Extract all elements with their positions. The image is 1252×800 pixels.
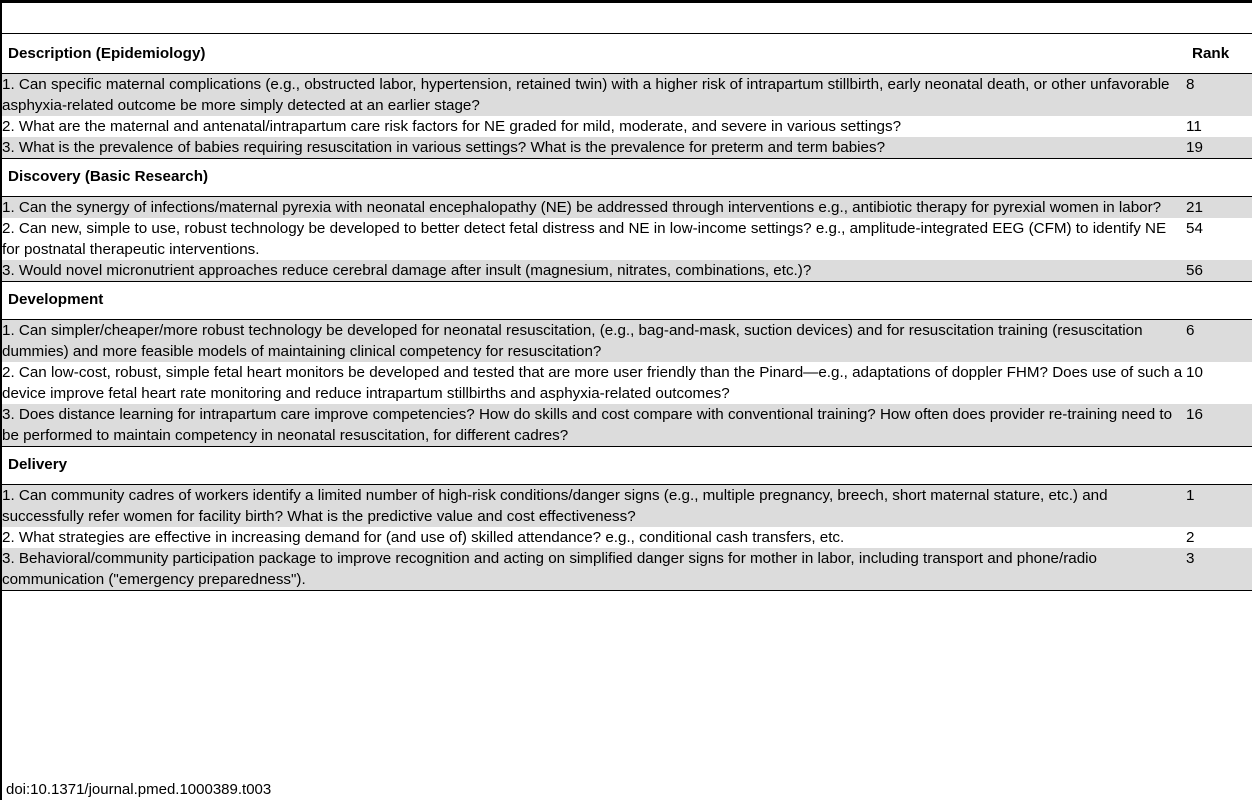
question-cell: 3. Does distance learning for intrapartum care improve competencies? How do skills and cost compare with conventional training? How often does provider re-training need to be performed to maintain competency in neonatal resuscitation, for different cadres?: [2, 404, 1186, 447]
question-cell: 3. Would novel micronutrient approaches reduce cerebral damage after insult (magnesium, nitrates, combinations, etc.)?: [2, 260, 1186, 282]
rank-cell: 6: [1186, 320, 1252, 363]
section-header-row: [2, 282, 1252, 320]
rank-cell: 19: [1186, 137, 1252, 159]
table-row: [2, 527, 1252, 548]
doi-footer[interactable]: doi:10.1371/journal.pmed.1000389.t003: [6, 781, 272, 798]
rank-cell: 10: [1186, 364, 1203, 381]
table-row: [2, 74, 1252, 117]
rank-cell: 16: [1186, 404, 1252, 447]
table-row: [2, 116, 1252, 137]
rank-cell: 8: [1186, 74, 1252, 117]
table-row: [2, 197, 1252, 219]
table-row: [2, 320, 1252, 363]
table-row: [2, 218, 1252, 260]
rank-cell: 3: [1186, 548, 1252, 591]
header-rule: [0, 33, 1252, 34]
rank-column-header: Rank: [1186, 38, 1252, 74]
rank-cell: 2: [1186, 529, 1195, 546]
rank-cell: 54: [1186, 220, 1203, 237]
section-header-row: [2, 38, 1252, 74]
question-cell: 1. Can simpler/cheaper/more robust technology be developed for neonatal resuscitation, (e.g., bag-and-mask, suction devices) and for resuscitation training (resuscitation dummies) and more feasible models of maintaining clinical competency for resuscitation?: [2, 320, 1186, 363]
section-title: Description (Epidemiology): [2, 38, 1186, 74]
question-cell: 1. Can the synergy of infections/maternal pyrexia with neonatal encephalopathy (NE) be addressed through interventions e.g., antibiotic therapy for pyrexial women in labor?: [2, 197, 1186, 219]
question-cell: 3. Behavioral/community participation package to improve recognition and acting on simplified danger signs for mother in labor, including transport and phone/radio communication ("emergency preparedness").: [2, 548, 1186, 591]
rank-cell: 56: [1186, 260, 1252, 282]
rank-cell: 1: [1186, 485, 1252, 528]
question-cell: 2. Can new, simple to use, robust technology be developed to better detect fetal distress and NE in low-income settings? e.g., amplitude-integrated EEG (CFM) to identify NE for postnatal therapeutic interventions.: [2, 220, 1167, 258]
table-row: [2, 404, 1252, 447]
question-cell: 3. What is the prevalence of babies requiring resuscitation in various settings? What is the prevalence for preterm and term babies?: [2, 137, 1186, 159]
table-row: [2, 362, 1252, 404]
section-title: Delivery: [2, 447, 1186, 485]
question-cell: 2. What are the maternal and antenatal/intrapartum care risk factors for NE graded for mild, moderate, and severe in various settings?: [2, 118, 902, 135]
question-cell: 2. What strategies are effective in increasing demand for (and use of) skilled attendance? e.g., conditional cash transfers, etc.: [2, 529, 845, 546]
table-row: [2, 548, 1252, 591]
section-header-row: [2, 447, 1252, 485]
section-title: Discovery (Basic Research): [2, 159, 1186, 197]
rank-cell: 21: [1186, 197, 1252, 219]
section-header-row: [2, 159, 1252, 197]
section-title: Development: [2, 282, 1186, 320]
table-row: [2, 485, 1252, 528]
research-priorities-table: [2, 38, 1252, 591]
table-row: [2, 137, 1252, 159]
question-cell: 1. Can specific maternal complications (e.g., obstructed labor, hypertension, retained twin) with a higher risk of intrapartum stillbirth, early neonatal death, or other unfavorable asphyxia-related outcome be more simply detected at an earlier stage?: [2, 74, 1186, 117]
top-rule: [0, 0, 1252, 3]
question-cell: 1. Can community cadres of workers identify a limited number of high-risk conditions/danger signs (e.g., multiple pregnancy, breech, short maternal stature, etc.) and successfully refer women for facility birth? What is the predictive value and cost effectiveness?: [2, 485, 1186, 528]
table-row: [2, 260, 1252, 282]
rank-cell: 11: [1186, 118, 1202, 135]
question-cell: 2. Can low-cost, robust, simple fetal heart monitors be developed and tested that are more user friendly than the Pinard—e.g., adaptations of doppler FHM? Does use of such a device improve fetal heart rate monitoring and reduce intrapartum stillbirths and asphyxia-related outcomes?: [2, 364, 1183, 402]
